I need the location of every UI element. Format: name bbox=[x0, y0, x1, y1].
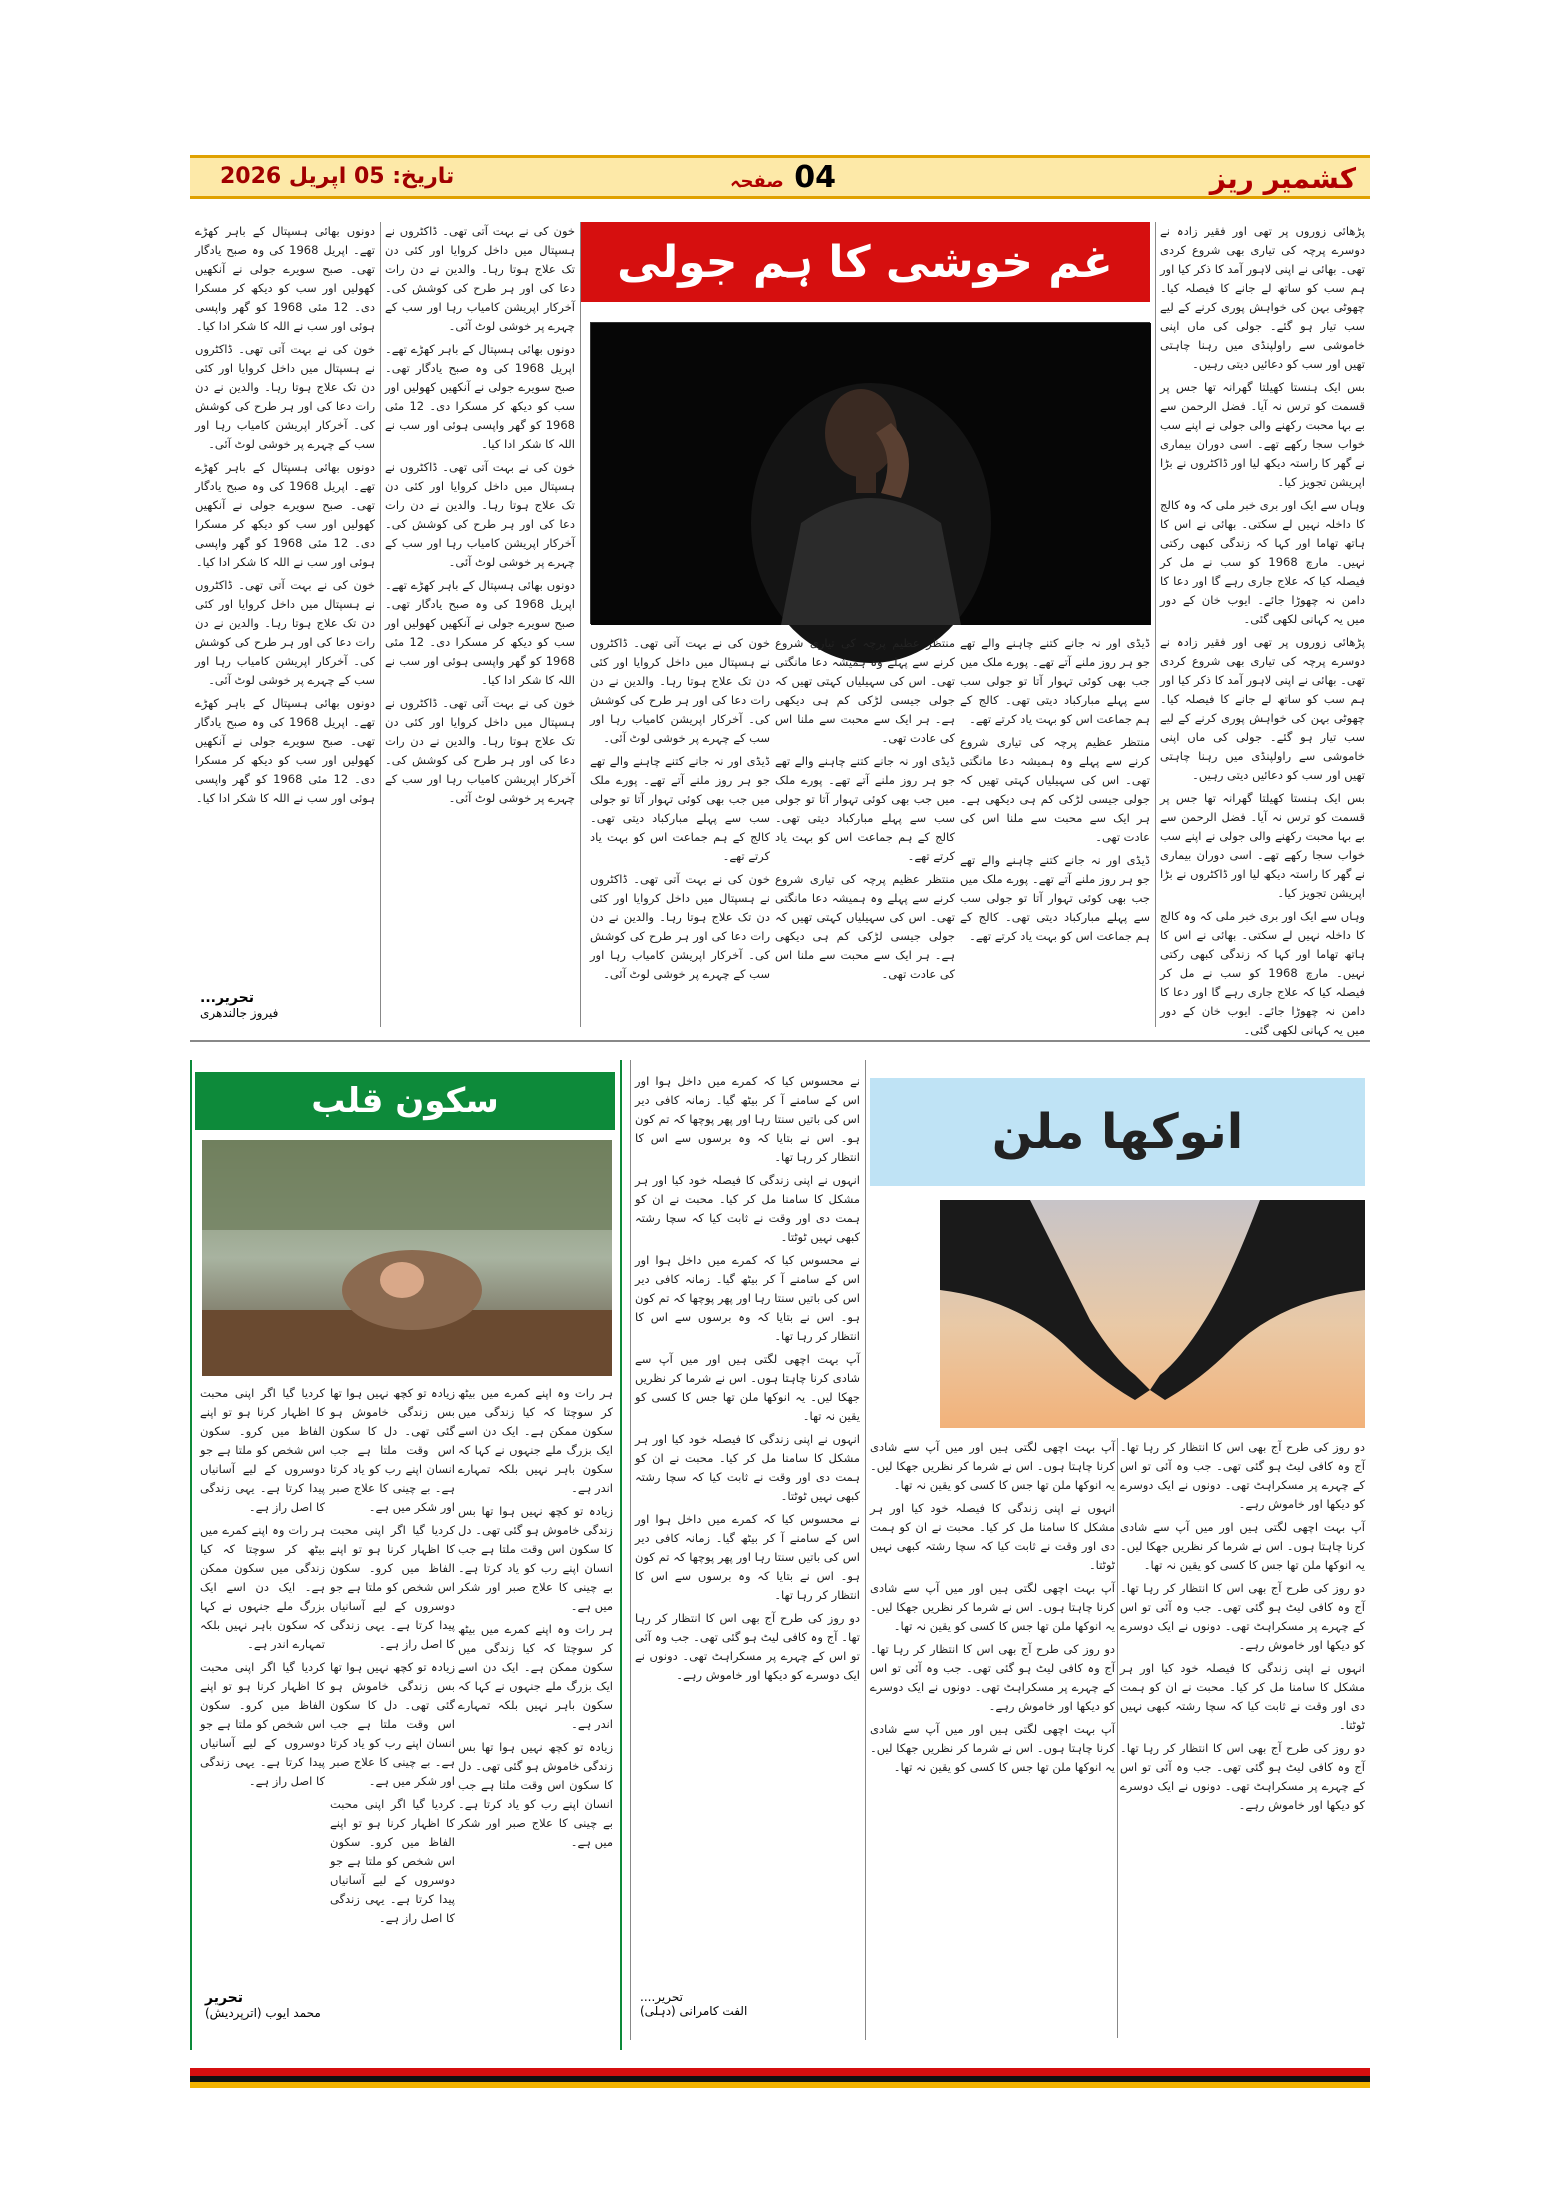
article3-column-left bbox=[635, 1072, 860, 2032]
article1-paragraph: منتظر عظیم پرچہ کی تیاری شروع کرنے سے پہلے وہ ہمیشہ دعا مانگتی تھی۔ اس کی سہیلیاں کہتی تھیں کہ جولی جیسی لڑکی کم ہی دیکھی ہے۔ ہر ایک سے محبت سے ملنا اس کی عادت تھی۔ bbox=[960, 735, 1150, 844]
article2-paragraph: زیادہ تو کچھ نہیں ہوا تھا بس زندگی خاموش ہو گئی تھی۔ دل کا سکون اس وقت ملتا ہے جب انسان اپنے رب کو یاد کرتا ہے۔ بے چینی کا علاج صبر اور شکر میں ہے۔ bbox=[458, 1504, 613, 1613]
page-label: صفحہ bbox=[729, 171, 784, 192]
footer-stripe-yellow bbox=[190, 2082, 1370, 2088]
article3-paragraph: نے محسوس کیا کہ کمرے میں داخل ہوا اور اس کے سامنے آ کر بیٹھ گیا۔ زمانہ کافی دیر اس کی باتیں سنتا رہا اور پھر پوچھا کہ تم کون ہو۔ اس نے بتایا کہ وہ برسوں سے اس کا انتظار کر رہا تھا۔ bbox=[635, 1512, 860, 1602]
article1-paragraph: خون کی نے بہت آتی تھی۔ ڈاکٹروں نے ہسپتال میں داخل کروایا اور کئی دن تک علاج ہوتا رہا۔ والدین نے دن رات دعا کی اور ہر طرح کی کوشش کی۔ آخرکار اپریشن کامیاب رہا اور سب کے چہرے پر خوشی لوٹ آئی۔ bbox=[195, 342, 375, 451]
footer-stripe-red bbox=[190, 2068, 1370, 2076]
article2-column-mid bbox=[330, 1384, 455, 2044]
lake-railing-illustration bbox=[202, 1140, 612, 1376]
article1-paragraph: خون کی نے بہت آتی تھی۔ ڈاکٹروں نے ہسپتال میں داخل کروایا اور کئی دن تک علاج ہوتا رہا۔ والدین نے دن رات دعا کی اور ہر طرح کی کوشش کی۔ آخرکار اپریشن کامیاب رہا اور سب کے چہرے پر خوشی لوٹ آئی۔ bbox=[590, 636, 770, 745]
article3-paragraph: آپ بہت اچھی لگتی ہیں اور میں آپ سے شادی کرنا چاہتا ہوں۔ اس نے شرما کر نظریں جھکا لیں۔ یہ انوکھا ملن تھا جس کا کسی کو یقین نہ تھا۔ bbox=[870, 1722, 1115, 1774]
article3-column-mid bbox=[870, 1438, 1115, 2038]
article1-paragraph: خون کی نے بہت آتی تھی۔ ڈاکٹروں نے ہسپتال میں داخل کروایا اور کئی دن تک علاج ہوتا رہا۔ والدین نے دن رات دعا کی اور ہر طرح کی کوشش کی۔ آخرکار اپریشن کامیاب رہا اور سب کے چہرے پر خوشی لوٹ آئی۔ bbox=[385, 224, 575, 333]
article2-paragraph: ہر رات وہ اپنے کمرے میں بیٹھ کر سوچتا کہ کیا زندگی میں سکون ممکن ہے۔ ایک دن اسے ایک بزرگ ملے جنہوں نے کہا کہ سکون باہر نہیں بلکہ تمہارے اندر ہے۔ bbox=[458, 1622, 613, 1731]
article1-paragraph: دونوں بھائی ہسپتال کے باہر کھڑے تھے۔ اپریل 1968 کی وہ صبح یادگار تھی۔ صبح سویرے جولی نے آنکھیں کھولیں اور سب کو دیکھ کر مسکرا دی۔ 12 مئی 1968 کو گھر واپسی ہوئی اور سب نے اللہ کا شکر ادا کیا۔ bbox=[195, 224, 375, 333]
article3-paragraph: دو روز کی طرح آج بھی اس کا انتظار کر رہا تھا۔ آج وہ کافی لیٹ ہو گئی تھی۔ جب وہ آئی تو اس کے چہرے پر مسکراہٹ تھی۔ دونوں نے ایک دوسرے کو دیکھا اور خاموش رہے۔ bbox=[1120, 1741, 1365, 1812]
article1-paragraph: پڑھائی زوروں پر تھی اور فقیر زادہ نے دوسرے پرچہ کی تیاری بھی شروع کردی تھی۔ بھائی نے اپنی لاہور آمد کا ذکر کیا اور ہم سب کو ساتھ لے جانے کا فیصلہ کیا۔ چھوٹی بہن کی خواہش پوری کرنے کے لیے سب تیار ہو گئے۔ جولی کی ماں اپنی خاموشی سے راولپنڈی میں رہنا چاہتی تھیں اور سب کو دعائیں دیتی رہیں۔ bbox=[1160, 224, 1365, 371]
article1-title: غم خوشی کا ہم جولی bbox=[580, 222, 1150, 302]
article3-paragraph: انہوں نے اپنی زندگی کا فیصلہ خود کیا اور ہر مشکل کا سامنا مل کر کیا۔ محبت نے ان کو ہمت دی اور وقت نے ثابت کیا کہ سچا رشتہ کبھی نہیں ٹوٹتا۔ bbox=[870, 1501, 1115, 1572]
article2-title: سکون قلب bbox=[195, 1072, 615, 1130]
newspaper-name: کشمیر ریز bbox=[1209, 162, 1356, 195]
article3-paragraph: آپ بہت اچھی لگتی ہیں اور میں آپ سے شادی کرنا چاہتا ہوں۔ اس نے شرما کر نظریں جھکا لیں۔ یہ انوکھا ملن تھا جس کا کسی کو یقین نہ تھا۔ bbox=[870, 1581, 1115, 1633]
article2-paragraph: ہر رات وہ اپنے کمرے میں بیٹھ کر سوچتا کہ کیا زندگی میں سکون ممکن ہے۔ ایک دن اسے ایک بزرگ ملے جنہوں نے کہا کہ سکون باہر نہیں بلکہ تمہارے اندر ہے۔ bbox=[458, 1386, 613, 1495]
article2-paragraph: کردیا گیا اگر اپنی محبت کا اظہار کرنا ہو تو اپنے الفاظ میں کرو۔ سکون اس شخص کو ملتا ہے جو دوسروں کے لیے آسانیاں پیدا کرتا ہے۔ یہی زندگی کا اصل راز ہے۔ bbox=[330, 1523, 455, 1651]
article1-paragraph: دونوں بھائی ہسپتال کے باہر کھڑے تھے۔ اپریل 1968 کی وہ صبح یادگار تھی۔ صبح سویرے جولی نے آنکھیں کھولیں اور سب کو دیکھ کر مسکرا دی۔ 12 مئی 1968 کو گھر واپسی ہوئی اور سب نے اللہ کا شکر ادا کیا۔ bbox=[195, 460, 375, 569]
page-number-value: 04 bbox=[794, 160, 837, 195]
article1-paragraph: خون کی نے بہت آتی تھی۔ ڈاکٹروں نے ہسپتال میں داخل کروایا اور کئی دن تک علاج ہوتا رہا۔ والدین نے دن رات دعا کی اور ہر طرح کی کوشش کی۔ آخرکار اپریشن کامیاب رہا اور سب کے چہرے پر خوشی لوٹ آئی۔ bbox=[195, 578, 375, 687]
article1-paragraph: خون کی نے بہت آتی تھی۔ ڈاکٹروں نے ہسپتال میں داخل کروایا اور کئی دن تک علاج ہوتا رہا۔ والدین نے دن رات دعا کی اور ہر طرح کی کوشش کی۔ آخرکار اپریشن کامیاب رہا اور سب کے چہرے پر خوشی لوٹ آئی۔ bbox=[590, 872, 770, 981]
article1-paragraph: دونوں بھائی ہسپتال کے باہر کھڑے تھے۔ اپریل 1968 کی وہ صبح یادگار تھی۔ صبح سویرے جولی نے آنکھیں کھولیں اور سب کو دیکھ کر مسکرا دی۔ 12 مئی 1968 کو گھر واپسی ہوئی اور سب نے اللہ کا شکر ادا کیا۔ bbox=[195, 696, 375, 805]
article2-photo bbox=[202, 1140, 612, 1376]
article3-byline-name: الفت کامرانی (دہلی) bbox=[640, 2004, 748, 2018]
article1-column-right bbox=[1160, 222, 1366, 1037]
article1-paragraph: ڈیڈی اور نہ جانے کتنے چاہنے والے تھے جو ہر روز ملنے آتے تھے۔ پورے ملک میں جب بھی کوئی تہوار آتا تو جولی سب سے پہلے مبارکباد دیتی تھی۔ کالج کے ہم جماعت اس کو بہت یاد کرتے تھے۔ bbox=[960, 636, 1150, 726]
article3-paragraph: آپ بہت اچھی لگتی ہیں اور میں آپ سے شادی کرنا چاہتا ہوں۔ اس نے شرما کر نظریں جھکا لیں۔ یہ انوکھا ملن تھا جس کا کسی کو یقین نہ تھا۔ bbox=[1120, 1520, 1365, 1572]
article1-paragraph: پڑھائی زوروں پر تھی اور فقیر زادہ نے دوسرے پرچہ کی تیاری بھی شروع کردی تھی۔ بھائی نے اپنی لاہور آمد کا ذکر کیا اور ہم سب کو ساتھ لے جانے کا فیصلہ کیا۔ چھوٹی بہن کی خواہش پوری کرنے کے لیے سب تیار ہو گئے۔ جولی کی ماں اپنی خاموشی سے راولپنڈی میں رہنا چاہتی تھیں اور سب کو دعائیں دیتی رہیں۔ bbox=[1160, 635, 1365, 782]
article1-paragraph: منتظر عظیم پرچہ کی تیاری شروع کرنے سے پہلے وہ ہمیشہ دعا مانگتی تھی۔ اس کی سہیلیاں کہتی تھیں کہ جولی جیسی لڑکی کم ہی دیکھی ہے۔ ہر ایک سے محبت سے ملنا اس کی عادت تھی۔ bbox=[775, 636, 955, 745]
article1-paragraph: ڈیڈی اور نہ جانے کتنے چاہنے والے تھے جو ہر روز ملنے آتے تھے۔ پورے ملک میں جب بھی کوئی تہوار آتا تو جولی سب سے پہلے مبارکباد دیتی تھی۔ کالج کے ہم جماعت اس کو بہت یاد کرتے تھے۔ bbox=[775, 754, 955, 863]
sad-man-illustration bbox=[591, 323, 1151, 625]
article2-paragraph: کردیا گیا اگر اپنی محبت کا اظہار کرنا ہو تو اپنے الفاظ میں کرو۔ سکون اس شخص کو ملتا ہے جو دوسروں کے لیے آسانیاں پیدا کرتا ہے۔ یہی زندگی کا اصل راز ہے۔ bbox=[200, 1660, 325, 1788]
article3-paragraph: انہوں نے اپنی زندگی کا فیصلہ خود کیا اور ہر مشکل کا سامنا مل کر کیا۔ محبت نے ان کو ہمت دی اور وقت نے ثابت کیا کہ سچا رشتہ کبھی نہیں ٹوٹتا۔ bbox=[635, 1173, 860, 1244]
article3-paragraph: آپ بہت اچھی لگتی ہیں اور میں آپ سے شادی کرنا چاہتا ہوں۔ اس نے شرما کر نظریں جھکا لیں۔ یہ انوکھا ملن تھا جس کا کسی کو یقین نہ تھا۔ bbox=[870, 1440, 1115, 1492]
article1-paragraph: وہاں سے ایک اور بری خبر ملی کہ وہ کالج کا داخلہ نہیں لے سکتی۔ بھائی نے اس کا ہاتھ تھاما اور کہا کہ زندگی کبھی رکتی نہیں۔ مارچ 1968 کو سب نے مل کر فیصلہ کیا کہ علاج جاری رہے گا اور دعا کا دامن نہ چھوڑا جائے۔ ایوب خان کے دور میں یہ کہانی لکھی گئی۔ bbox=[1160, 498, 1366, 626]
article1-byline-label: تحریر... bbox=[200, 990, 254, 1006]
article1-column-left-2 bbox=[385, 222, 575, 1027]
article1-paragraph: منتظر عظیم پرچہ کی تیاری شروع کرنے سے پہلے وہ ہمیشہ دعا مانگتی تھی۔ اس کی سہیلیاں کہتی تھیں کہ جولی جیسی لڑکی کم ہی دیکھی ہے۔ ہر ایک سے محبت سے ملنا اس کی عادت تھی۔ bbox=[775, 872, 955, 981]
page-number bbox=[724, 160, 836, 195]
article3-paragraph: دو روز کی طرح آج بھی اس کا انتظار کر رہا تھا۔ آج وہ کافی لیٹ ہو گئی تھی۔ جب وہ آئی تو اس کے چہرے پر مسکراہٹ تھی۔ دونوں نے ایک دوسرے کو دیکھا اور خاموش رہے۔ bbox=[1120, 1581, 1365, 1652]
article1-paragraph: ڈیڈی اور نہ جانے کتنے چاہنے والے تھے جو ہر روز ملنے آتے تھے۔ پورے ملک میں جب بھی کوئی تہوار آتا تو جولی سب سے پہلے مبارکباد دیتی تھی۔ کالج کے ہم جماعت اس کو بہت یاد کرتے تھے۔ bbox=[590, 754, 770, 863]
article3-paragraph: دو روز کی طرح آج بھی اس کا انتظار کر رہا تھا۔ آج وہ کافی لیٹ ہو گئی تھی۔ جب وہ آئی تو اس کے چہرے پر مسکراہٹ تھی۔ دونوں نے ایک دوسرے کو دیکھا اور خاموش رہے۔ bbox=[1120, 1440, 1365, 1511]
article3-title: انوکھا ملن bbox=[870, 1078, 1365, 1186]
article1-paragraph: وہاں سے ایک اور بری خبر ملی کہ وہ کالج کا داخلہ نہیں لے سکتی۔ بھائی نے اس کا ہاتھ تھاما اور کہا کہ زندگی کبھی رکتی نہیں۔ مارچ 1968 کو سب نے مل کر فیصلہ کیا کہ علاج جاری رہے گا اور دعا کا دامن نہ چھوڑا جائے۔ ایوب خان کے دور میں یہ کہانی لکھی گئی۔ bbox=[1160, 909, 1366, 1037]
article3-paragraph: انہوں نے اپنی زندگی کا فیصلہ خود کیا اور ہر مشکل کا سامنا مل کر کیا۔ محبت نے ان کو ہمت دی اور وقت نے ثابت کیا کہ سچا رشتہ کبھی نہیں ٹوٹتا۔ bbox=[1120, 1661, 1365, 1732]
article1-column-left-1 bbox=[195, 222, 375, 987]
article1-byline bbox=[200, 990, 370, 1026]
article2-paragraph: کردیا گیا اگر اپنی محبت کا اظہار کرنا ہو تو اپنے الفاظ میں کرو۔ سکون اس شخص کو ملتا ہے جو دوسروں کے لیے آسانیاں پیدا کرتا ہے۔ یہی زندگی کا اصل راز ہے۔ bbox=[200, 1386, 325, 1514]
holding-hands-illustration bbox=[940, 1200, 1365, 1428]
article1-paragraph: ڈیڈی اور نہ جانے کتنے چاہنے والے تھے جو ہر روز ملنے آتے تھے۔ پورے ملک میں جب بھی کوئی تہوار آتا تو جولی سب سے پہلے مبارکباد دیتی تھی۔ کالج کے ہم جماعت اس کو بہت یاد کرتے تھے۔ bbox=[960, 853, 1150, 943]
article2-paragraph: زیادہ تو کچھ نہیں ہوا تھا بس زندگی خاموش ہو گئی تھی۔ دل کا سکون اس وقت ملتا ہے جب انسان اپنے رب کو یاد کرتا ہے۔ بے چینی کا علاج صبر اور شکر میں ہے۔ bbox=[330, 1660, 455, 1788]
article1-paragraph: خون کی نے بہت آتی تھی۔ ڈاکٹروں نے ہسپتال میں داخل کروایا اور کئی دن تک علاج ہوتا رہا۔ والدین نے دن رات دعا کی اور ہر طرح کی کوشش کی۔ آخرکار اپریشن کامیاب رہا اور سب کے چہرے پر خوشی لوٹ آئی۔ bbox=[385, 460, 575, 569]
article2-paragraph: زیادہ تو کچھ نہیں ہوا تھا بس زندگی خاموش ہو گئی تھی۔ دل کا سکون اس وقت ملتا ہے جب انسان اپنے رب کو یاد کرتا ہے۔ بے چینی کا علاج صبر اور شکر میں ہے۔ bbox=[458, 1740, 613, 1849]
article1-paragraph: خون کی نے بہت آتی تھی۔ ڈاکٹروں نے ہسپتال میں داخل کروایا اور کئی دن تک علاج ہوتا رہا۔ والدین نے دن رات دعا کی اور ہر طرح کی کوشش کی۔ آخرکار اپریشن کامیاب رہا اور سب کے چہرے پر خوشی لوٹ آئی۔ bbox=[385, 696, 575, 805]
page-header bbox=[190, 155, 1370, 199]
article1-byline-name: فیروز جالندھری bbox=[200, 1006, 279, 1020]
article1-paragraph: بس ایک ہنستا کھیلتا گھرانہ تھا جس پر قسمت کو ترس نہ آیا۔ فضل الرحمن سے بے بہا محبت رکھنے والی جولی نے اپنے سب خواب سجا رکھے تھے۔ اسی دوران بیماری نے گھر کا راستہ دیکھ لیا اور ڈاکٹروں نے بڑا اپریشن تجویز کیا۔ bbox=[1160, 380, 1365, 489]
article3-paragraph: انہوں نے اپنی زندگی کا فیصلہ خود کیا اور ہر مشکل کا سامنا مل کر کیا۔ محبت نے ان کو ہمت دی اور وقت نے ثابت کیا کہ سچا رشتہ کبھی نہیں ٹوٹتا۔ bbox=[635, 1432, 860, 1503]
article3-paragraph: دو روز کی طرح آج بھی اس کا انتظار کر رہا تھا۔ آج وہ کافی لیٹ ہو گئی تھی۔ جب وہ آئی تو اس کے چہرے پر مسکراہٹ تھی۔ دونوں نے ایک دوسرے کو دیکھا اور خاموش رہے۔ bbox=[870, 1642, 1115, 1713]
article2-byline-label: تحریر bbox=[205, 1990, 244, 2006]
article1-paragraph: دونوں بھائی ہسپتال کے باہر کھڑے تھے۔ اپریل 1968 کی وہ صبح یادگار تھی۔ صبح سویرے جولی نے آنکھیں کھولیں اور سب کو دیکھ کر مسکرا دی۔ 12 مئی 1968 کو گھر واپسی ہوئی اور سب نے اللہ کا شکر ادا کیا۔ bbox=[385, 342, 575, 451]
article3-photo bbox=[940, 1200, 1365, 1428]
article1-paragraph: دونوں بھائی ہسپتال کے باہر کھڑے تھے۔ اپریل 1968 کی وہ صبح یادگار تھی۔ صبح سویرے جولی نے آنکھیں کھولیں اور سب کو دیکھ کر مسکرا دی۔ 12 مئی 1968 کو گھر واپسی ہوئی اور سب نے اللہ کا شکر ادا کیا۔ bbox=[385, 578, 575, 687]
article3-byline-label: تحریر.... bbox=[640, 1990, 683, 2004]
article1-photo bbox=[590, 322, 1150, 624]
article3-paragraph: نے محسوس کیا کہ کمرے میں داخل ہوا اور اس کے سامنے آ کر بیٹھ گیا۔ زمانہ کافی دیر اس کی باتیں سنتا رہا اور پھر پوچھا کہ تم کون ہو۔ اس نے بتایا کہ وہ برسوں سے اس کا انتظار کر رہا تھا۔ bbox=[635, 1074, 860, 1164]
article1-column-mid bbox=[775, 634, 955, 1027]
article2-byline bbox=[205, 1990, 355, 2030]
article3-column-right bbox=[1120, 1438, 1365, 2038]
article1-column-mid-right bbox=[960, 634, 1150, 1027]
article3-paragraph: نے محسوس کیا کہ کمرے میں داخل ہوا اور اس کے سامنے آ کر بیٹھ گیا۔ زمانہ کافی دیر اس کی باتیں سنتا رہا اور پھر پوچھا کہ تم کون ہو۔ اس نے بتایا کہ وہ برسوں سے اس کا انتظار کر رہا تھا۔ bbox=[635, 1253, 860, 1343]
article2-paragraph: زیادہ تو کچھ نہیں ہوا تھا بس زندگی خاموش ہو گئی تھی۔ دل کا سکون اس وقت ملتا ہے جب انسان اپنے رب کو یاد کرتا ہے۔ بے چینی کا علاج صبر اور شکر میں ہے۔ bbox=[330, 1386, 455, 1514]
issue-date: تاریخ: 05 اپریل 2026 bbox=[220, 164, 455, 189]
article3-byline bbox=[640, 1990, 820, 2030]
article2-column-right bbox=[458, 1384, 613, 2044]
article2-paragraph: کردیا گیا اگر اپنی محبت کا اظہار کرنا ہو تو اپنے الفاظ میں کرو۔ سکون اس شخص کو ملتا ہے جو دوسروں کے لیے آسانیاں پیدا کرتا ہے۔ یہی زندگی کا اصل راز ہے۔ bbox=[330, 1797, 455, 1925]
article3-paragraph: آپ بہت اچھی لگتی ہیں اور میں آپ سے شادی کرنا چاہتا ہوں۔ اس نے شرما کر نظریں جھکا لیں۔ یہ انوکھا ملن تھا جس کا کسی کو یقین نہ تھا۔ bbox=[635, 1352, 860, 1423]
article1-paragraph: بس ایک ہنستا کھیلتا گھرانہ تھا جس پر قسمت کو ترس نہ آیا۔ فضل الرحمن سے بے بہا محبت رکھنے والی جولی نے اپنے سب خواب سجا رکھے تھے۔ اسی دوران بیماری نے گھر کا راستہ دیکھ لیا اور ڈاکٹروں نے بڑا اپریشن تجویز کیا۔ bbox=[1160, 791, 1365, 900]
article2-byline-name: محمد ایوب (اترپردیش) bbox=[205, 2006, 321, 2020]
article2-column-left bbox=[200, 1384, 325, 1984]
article3-paragraph: دو روز کی طرح آج بھی اس کا انتظار کر رہا تھا۔ آج وہ کافی لیٹ ہو گئی تھی۔ جب وہ آئی تو اس کے چہرے پر مسکراہٹ تھی۔ دونوں نے ایک دوسرے کو دیکھا اور خاموش رہے۔ bbox=[635, 1611, 860, 1682]
article2-paragraph: ہر رات وہ اپنے کمرے میں بیٹھ کر سوچتا کہ کیا زندگی میں سکون ممکن ہے۔ ایک دن اسے ایک بزرگ ملے جنہوں نے کہا کہ سکون باہر نہیں بلکہ تمہارے اندر ہے۔ bbox=[200, 1523, 325, 1651]
article1-column-mid-left bbox=[590, 634, 770, 1027]
